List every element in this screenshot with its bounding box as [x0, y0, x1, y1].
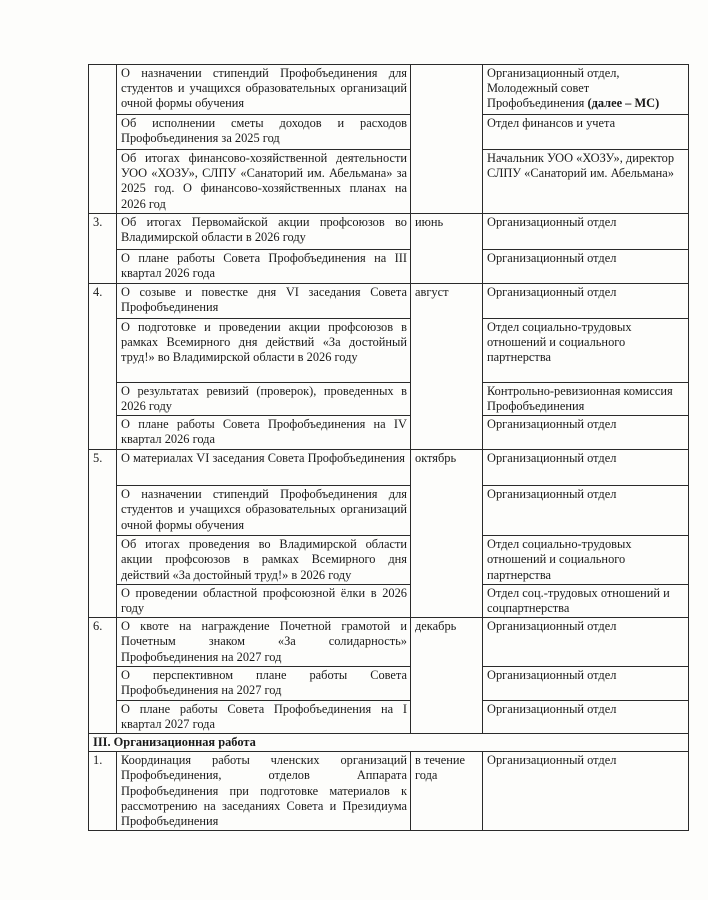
responsible: Организационный отдел — [483, 213, 689, 249]
agenda-item: Об итогах финансово-хозяйственной деятельности УОО «ХОЗУ», СЛПУ «Санаторий им. Абельмана» за 2025 год. О финансово-хозяйственных планах на 2026 год — [117, 150, 411, 214]
responsible: Отдел финансов и учета — [483, 115, 689, 150]
table-row — [89, 382, 689, 415]
table-row — [89, 584, 689, 617]
due-date: июнь — [411, 213, 483, 283]
table-row — [89, 416, 689, 450]
responsible: Контрольно-ревизионная комиссия Профобъединения — [483, 382, 689, 415]
due-date: август — [411, 283, 483, 449]
row-number — [89, 65, 117, 214]
responsible: Организационный отдел, Молодежный совет Профобъединения — [487, 66, 620, 111]
table-row — [89, 283, 689, 318]
table-row — [89, 115, 689, 150]
row-number: 5. — [89, 450, 117, 618]
agenda-item: О материалах VI заседания Совета Профобъединения — [117, 450, 411, 486]
responsible: Организационный отдел — [483, 283, 689, 318]
table-row — [89, 65, 689, 115]
agenda-item: О назначении стипендий Профобъединения для студентов и учащихся образовательных организаций очной формы обучения — [117, 486, 411, 536]
table-row — [89, 752, 689, 831]
row-number: 1. — [89, 752, 117, 831]
due-date — [411, 65, 483, 214]
responsible: Организационный отдел — [483, 618, 689, 667]
responsible: Отдел социально-трудовых отношений и социального партнерства — [483, 536, 689, 585]
agenda-item: О результатах ревизий (проверок), проведенных в 2026 году — [117, 382, 411, 415]
work-plan-table — [88, 64, 689, 831]
agenda-item: Об исполнении сметы доходов и расходов Профобъединения за 2025 год — [117, 115, 411, 150]
row-number: 4. — [89, 283, 117, 449]
responsible: Начальник УОО «ХОЗУ», директор СЛПУ «Санаторий им. Абельмана» — [483, 150, 689, 214]
table-row — [89, 486, 689, 536]
section-header-row — [89, 734, 689, 752]
due-date: декабрь — [411, 618, 483, 734]
agenda-item: О плане работы Совета Профобъединения на I квартал 2027 года — [117, 700, 411, 733]
agenda-item: О плане работы Совета Профобъединения на III квартал 2026 года — [117, 249, 411, 283]
due-date: октябрь — [411, 450, 483, 618]
agenda-item: О созыве и повестке дня VI заседания Совета Профобъединения — [117, 283, 411, 318]
table-row — [89, 213, 689, 249]
agenda-item: Координация работы членских организаций Профобъединения, отделов Аппарата Профобъединения при подготовке материалов к рассмотрению на заседаниях Совета и Президиума Профобъединения — [117, 752, 411, 831]
responsible: Организационный отдел — [483, 450, 689, 486]
agenda-item: О перспективном плане работы Совета Профобъединения на 2027 год — [117, 667, 411, 700]
agenda-item: О назначении стипендий Профобъединения для студентов и учащихся образовательных организаций очной формы обучения — [117, 65, 411, 115]
table-row — [89, 249, 689, 283]
responsible-cell — [483, 65, 689, 115]
table-row — [89, 536, 689, 585]
responsible: Организационный отдел — [483, 416, 689, 450]
agenda-item: О проведении областной профсоюзной ёлки в 2026 году — [117, 584, 411, 617]
responsible: Отдел соц.-трудовых отношений и соцпартнерства — [483, 584, 689, 617]
agenda-item: Об итогах Первомайской акции профсоюзов во Владимирской области в 2026 году — [117, 213, 411, 249]
responsible: Отдел социально-трудовых отношений и социального партнерства — [483, 318, 689, 382]
responsible: Организационный отдел — [483, 486, 689, 536]
table-row — [89, 450, 689, 486]
responsible: Организационный отдел — [483, 700, 689, 733]
table-row — [89, 150, 689, 214]
agenda-item: О квоте на награждение Почетной грамотой и Почетным знаком «За солидарность» Профобъединения на 2027 год — [117, 618, 411, 667]
due-date: в течение года — [411, 752, 483, 831]
table-row — [89, 700, 689, 733]
row-number: 3. — [89, 213, 117, 283]
agenda-item: О подготовке и проведении акции профсоюзов в рамках Всемирного дня действий «За достойный труд!» во Владимирской области в 2026 году — [117, 318, 411, 382]
responsible: Организационный отдел — [483, 752, 689, 831]
section-title: III. Организационная работа — [89, 734, 689, 752]
responsible: Организационный отдел — [483, 667, 689, 700]
agenda-item: О плане работы Совета Профобъединения на IV квартал 2026 года — [117, 416, 411, 450]
responsible: Организационный отдел — [483, 249, 689, 283]
table-row — [89, 667, 689, 700]
table-row — [89, 318, 689, 382]
table-row — [89, 618, 689, 667]
row-number: 6. — [89, 618, 117, 734]
responsible-abbrev: (далее – МС) — [587, 96, 660, 111]
agenda-item: Об итогах проведения во Владимирской области акции профсоюзов в рамках Всемирного дня действий «За достойный труд!» в 2026 году — [117, 536, 411, 585]
